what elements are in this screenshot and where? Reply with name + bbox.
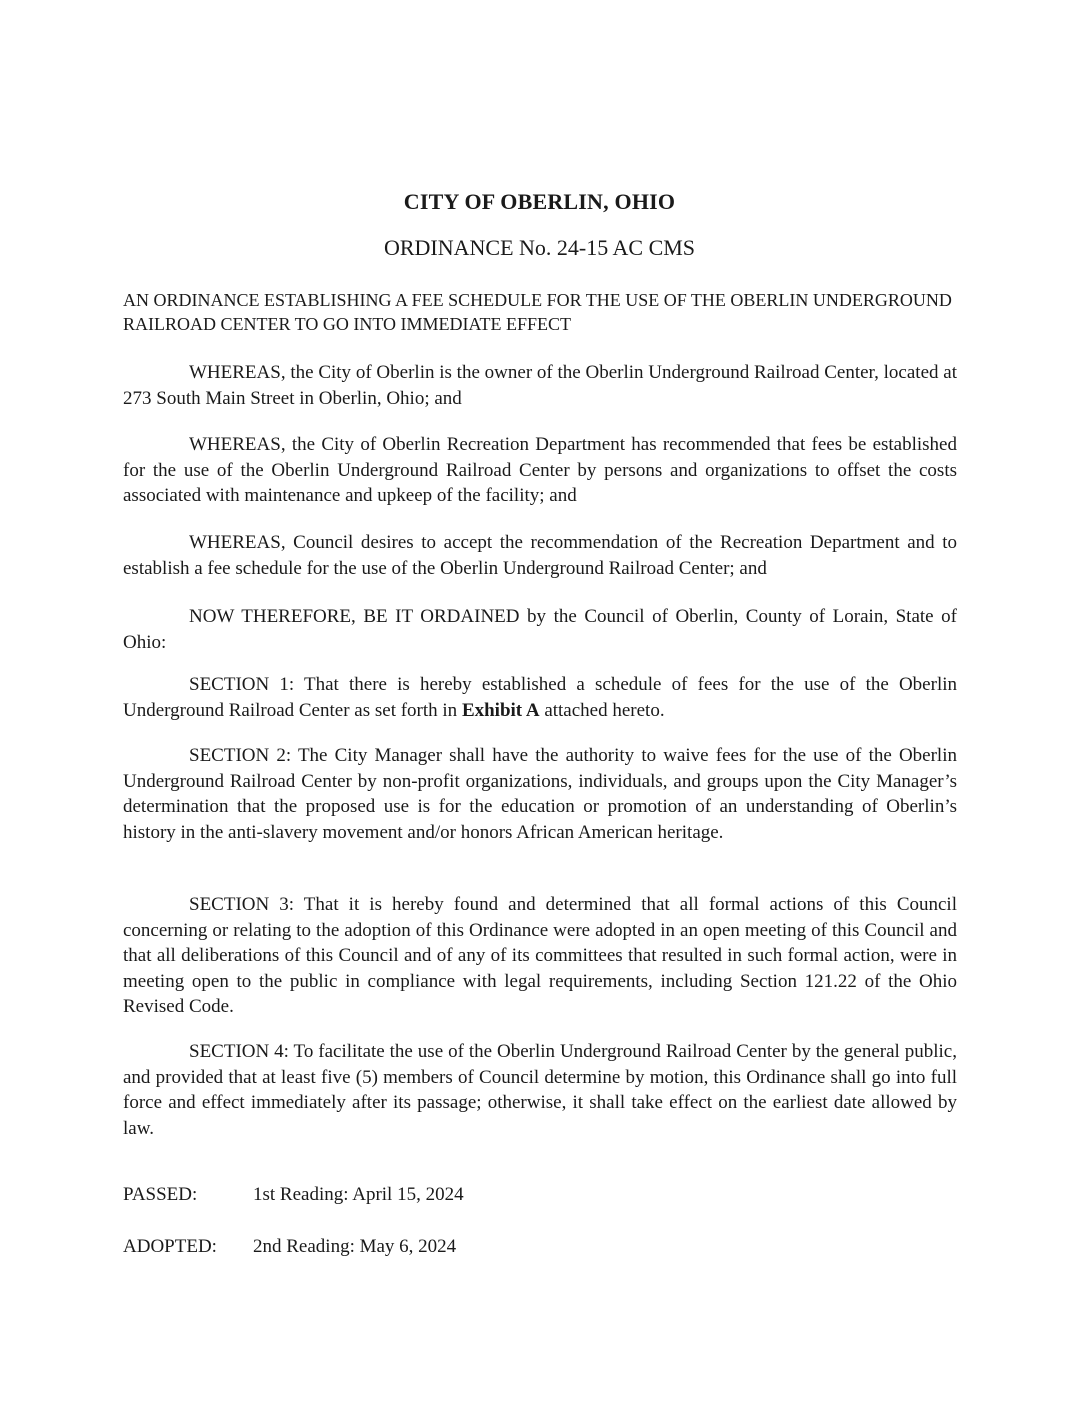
- section-4-paragraph: SECTION 4: To facilitate the use of the Oberlin Underground Railroad Center by the general public, and provided that at least five (5) members of Council determine by motion, this Ordinance shall go into full force and effect immediately after its passage; otherwise, it shall take effect on the earliest date allowed by law.: [123, 1041, 957, 1139]
- section-1-paragraph: [123, 672, 957, 723]
- section-1-text-end: attached hereto.: [539, 699, 665, 721]
- whereas-paragraph-3: WHEREAS, Council desires to accept the recommendation of the Recreation Department and to establish a fee schedule for the use of the Oberlin Underground Railroad Center; and: [123, 532, 957, 579]
- adopted-value: 2nd Reading: May 6, 2024: [253, 1236, 457, 1257]
- section-1-text: SECTION 1: That there is hereby established a schedule of fees for the use of the Oberlin Underground Railroad Center as set forth in: [123, 674, 957, 721]
- adopted-label: ADOPTED:: [123, 1236, 217, 1257]
- ordained-paragraph: NOW THEREFORE, BE IT ORDAINED by the Council of Oberlin, County of Lorain, State of Ohio:: [123, 606, 957, 653]
- document-title: CITY OF OBERLIN, OHIO: [403, 189, 676, 214]
- section-2-paragraph: SECTION 2: The City Manager shall have the authority to waive fees for the use of the Oberlin Underground Railroad Center by non-profit organizations, individuals, and groups upon the City Manager’s determination that the proposed use is for the education or promotion of an understanding of Oberlin’s history in the anti-slavery movement and/or honors African American heritage.: [123, 745, 957, 843]
- passed-value: 1st Reading: April 15, 2024: [253, 1184, 464, 1205]
- whereas-paragraph-1: WHEREAS, the City of Oberlin is the owner of the Oberlin Underground Railroad Center, located at 273 South Main Street in Oberlin, Ohio; and: [123, 362, 957, 409]
- ordinance-heading: AN ORDINANCE ESTABLISHING A FEE SCHEDULE FOR THE USE OF THE OBERLIN UNDERGROUND RAILROAD CENTER TO GO INTO IMMEDIATE EFFECT: [123, 290, 952, 334]
- passed-line: [123, 1184, 464, 1206]
- section-3-paragraph: SECTION 3: That it is hereby found and determined that all formal actions of this Council concerning or relating to the adoption of this Ordinance were adopted in an open meeting of this Council and that all deliberations of this Council and of any of its committees that resulted in such formal action, were in meeting open to the public in compliance with legal requirements, including Section 121.22 of the Ohio Revised Code.: [123, 894, 957, 1017]
- exhibit-a-reference: Exhibit A: [461, 699, 540, 721]
- adopted-line: [123, 1236, 456, 1258]
- ordinance-number: ORDINANCE No. 24-15 AC CMS: [383, 235, 696, 260]
- whereas-paragraph-2: WHEREAS, the City of Oberlin Recreation Department has recommended that fees be established for the use of the Oberlin Underground Railroad Center by persons and organizations to offset the costs associated with maintenance and upkeep of the facility; and: [123, 434, 957, 506]
- passed-label: PASSED:: [123, 1184, 198, 1205]
